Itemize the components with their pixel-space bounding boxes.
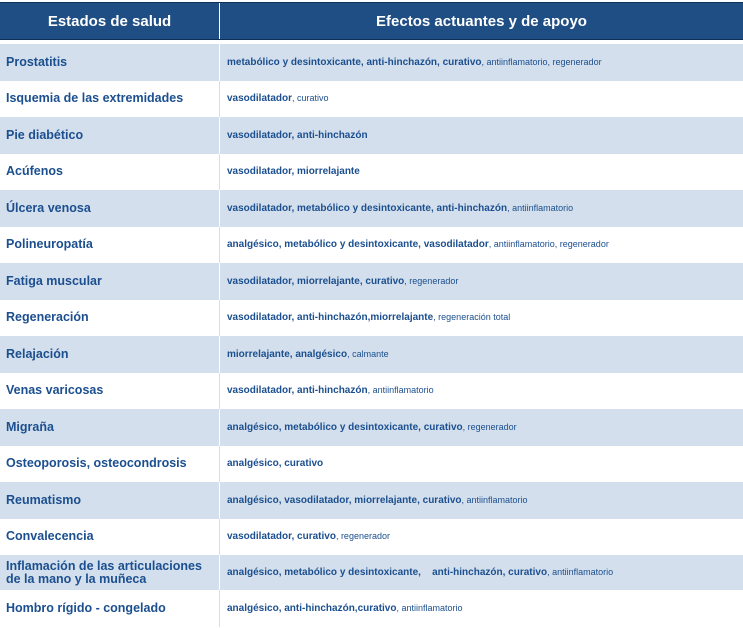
table-row [0,117,743,154]
effects-primary: analgésico, vasodilatador, miorrelajante, curativo [227,494,462,506]
effects-cell [220,373,743,410]
effects-secondary: , antiinflamatorio [396,602,463,613]
table-row [0,590,743,627]
effects-cell [220,44,743,81]
effects-secondary: , regenerador [335,531,390,542]
header-effects: Efectos actuantes y de apoyo [376,12,587,30]
effects-cell [220,336,743,373]
effects-primary: vasodilatador, miorrelajante [227,166,360,178]
table-row [0,409,743,446]
condition-cell: Acúfenos [0,154,220,191]
effects-secondary: , regeneración total [433,312,511,323]
table-row [0,373,743,410]
table-row [0,44,743,81]
condition-cell: Isquemia de las extremidades [0,81,220,118]
effects-primary: vasodilatador, anti-hinchazón [227,129,368,141]
effects-secondary: , antiinflamatorio [547,567,614,577]
effects-secondary: , antiinflamatorio, regenerador [481,56,602,67]
effects-cell [220,555,743,590]
condition-cell: Fatiga muscular [0,263,220,300]
effects-primary: miorrelajante, analgésico [227,348,348,360]
effects-primary: metabólico y desintoxicante, anti-hinchazón, curativo [227,56,482,68]
table-row [0,263,743,300]
effects-cell [220,227,743,264]
condition-cell: Reumatismo [0,482,220,519]
condition-cell: Osteoporosis, osteocondrosis [0,446,220,483]
effects-primary: analgésico, anti-hinchazón,curativo [227,602,397,614]
condition-cell: Hombro rígido - congelado [0,590,220,627]
effects-primary: analgésico, metabólico y desintoxicante, anti-hinchazón, curativo [227,567,548,578]
effects-cell [220,446,743,483]
table-row [0,227,743,264]
condition-cell: Migraña [0,409,220,446]
effects-secondary: , antiinflamatorio, regenerador [488,239,609,250]
table-row [0,154,743,191]
effects-cell [220,590,743,627]
header-health-states: Estados de salud [0,3,220,39]
effects-secondary: , antiinflamatorio [461,494,528,505]
table-header [0,2,743,40]
effects-primary: vasodilatador, metabólico y desintoxicante, anti-hinchazón [227,202,508,214]
table-row [0,446,743,483]
effects-cell [220,154,743,191]
effects-cell [220,300,743,337]
table-row [0,190,743,227]
effects-secondary: , antiinflamatorio [367,385,434,396]
table-body [0,44,743,627]
effects-secondary: , antiinflamatorio [507,202,574,213]
effects-cell [220,190,743,227]
table-row [0,336,743,373]
condition-cell: Úlcera venosa [0,190,220,227]
table-row [0,519,743,556]
effects-cell [220,263,743,300]
condition-cell: Prostatitis [0,44,220,81]
table-row [0,482,743,519]
effects-secondary: , regenerador [404,275,459,286]
table-row [0,555,743,590]
condition-cell: Regeneración [0,300,220,337]
effects-primary: vasodilatador [227,93,293,105]
effects-primary: vasodilatador, miorrelajante, curativo [227,275,405,287]
condition-cell: Convalecencia [0,519,220,556]
condition-cell: Venas varicosas [0,373,220,410]
effects-secondary: , calmante [347,348,389,359]
effects-primary: analgésico, metabólico y desintoxicante, vasodilatador [227,239,489,251]
condition-cell: Polineuropatía [0,227,220,264]
effects-primary: analgésico, metabólico y desintoxicante, curativo [227,421,463,433]
effects-cell [220,117,743,154]
effects-primary: vasodilatador, curativo [227,531,336,543]
effects-secondary: , curativo [292,93,329,104]
effects-primary: vasodilatador, anti-hinchazón,miorrelajante [227,312,434,324]
effects-primary: vasodilatador, anti-hinchazón [227,385,368,397]
table-row [0,81,743,118]
table-row [0,300,743,337]
effects-cell [220,81,743,118]
effects-cell [220,409,743,446]
effects-cell [220,482,743,519]
condition-cell: Pie diabético [0,117,220,154]
condition-cell: Inflamación de las articulaciones de la mano y la muñeca [0,555,220,590]
effects-primary: analgésico, curativo [227,458,324,470]
condition-cell: Relajación [0,336,220,373]
effects-cell [220,519,743,556]
effects-secondary: , regenerador [462,421,517,432]
